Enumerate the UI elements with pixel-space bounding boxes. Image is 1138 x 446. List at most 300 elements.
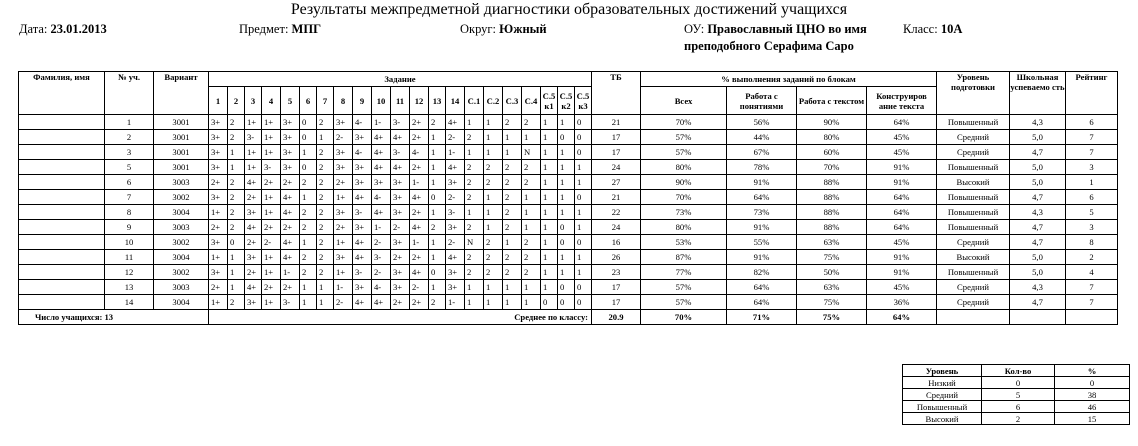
task-score-cell: 2 xyxy=(522,235,541,250)
tb-cell: 17 xyxy=(592,280,641,295)
tb-cell: 24 xyxy=(592,160,641,175)
task-header: 10 xyxy=(372,87,391,115)
block-header: Работа с текстом xyxy=(797,87,867,115)
task-score-cell: 2+ xyxy=(245,235,262,250)
task-score-cell: 1 xyxy=(465,145,484,160)
task-score-cell: 4+ xyxy=(372,130,391,145)
stats-level-cell: Повышенный xyxy=(903,401,982,413)
task-score-cell: 1- xyxy=(446,145,465,160)
task-score-cell: 2 xyxy=(300,175,317,190)
task-score-cell: 4+ xyxy=(353,235,372,250)
task-score-cell: 3+ xyxy=(446,220,465,235)
task-score-cell: 4+ xyxy=(446,160,465,175)
col-tasks: Задание xyxy=(209,72,592,87)
task-score-cell: 0 xyxy=(575,295,592,310)
student-num-cell: 5 xyxy=(105,160,154,175)
task-score-cell: 2 xyxy=(317,175,334,190)
task-score-cell: 1+ xyxy=(334,265,353,280)
task-score-cell: 2 xyxy=(317,160,334,175)
task-score-cell: 1 xyxy=(465,115,484,130)
task-score-cell: 4+ xyxy=(372,160,391,175)
task-score-cell: 1- xyxy=(334,280,353,295)
stats-count-cell: 6 xyxy=(982,401,1055,413)
block-all-cell: 80% xyxy=(641,160,727,175)
task-score-cell: 0 xyxy=(558,130,575,145)
grade-cell: 5,0 xyxy=(1010,130,1066,145)
task-score-cell: 3+ xyxy=(281,160,300,175)
tb-cell: 26 xyxy=(592,250,641,265)
task-score-cell: 2 xyxy=(228,130,245,145)
block-construct-cell: 64% xyxy=(867,205,937,220)
tb-cell: 17 xyxy=(592,145,641,160)
col-grade: Школьная успеваемо сть xyxy=(1010,72,1066,115)
task-score-cell: 2 xyxy=(300,205,317,220)
block-construct-cell: 91% xyxy=(867,160,937,175)
task-score-cell: 1 xyxy=(541,220,558,235)
task-header: 13 xyxy=(429,87,446,115)
task-score-cell: 3+ xyxy=(209,265,228,280)
task-score-cell: 2- xyxy=(446,235,465,250)
task-score-cell: 1+ xyxy=(262,250,281,265)
block-header: Работа с понятиями xyxy=(727,87,797,115)
task-score-cell: 2 xyxy=(300,220,317,235)
grade-cell: 4,3 xyxy=(1010,205,1066,220)
task-score-cell: 2+ xyxy=(334,175,353,190)
task-score-cell: 1 xyxy=(429,145,446,160)
task-score-cell: 2+ xyxy=(281,280,300,295)
task-score-cell: 1 xyxy=(484,295,503,310)
rating-cell: 1 xyxy=(1066,175,1118,190)
col-rating: Рейтинг xyxy=(1066,72,1118,115)
block-concepts-cell: 67% xyxy=(727,145,797,160)
tb-cell: 24 xyxy=(592,220,641,235)
task-score-cell: 2 xyxy=(228,205,245,220)
task-score-cell: 4+ xyxy=(391,160,410,175)
task-score-cell: 2+ xyxy=(262,280,281,295)
student-num-cell: 9 xyxy=(105,220,154,235)
district-field: Округ: Южный xyxy=(460,22,547,36)
task-score-cell: 3- xyxy=(391,115,410,130)
task-score-cell: 2 xyxy=(300,250,317,265)
rating-cell: 5 xyxy=(1066,205,1118,220)
stats-pct-cell: 38 xyxy=(1055,389,1130,401)
task-score-cell: 1 xyxy=(575,205,592,220)
grade-cell: 5,0 xyxy=(1010,250,1066,265)
avg-text: 75% xyxy=(797,310,867,325)
variant-cell: 3003 xyxy=(154,280,209,295)
grade-cell: 4,7 xyxy=(1010,190,1066,205)
student-num-cell: 14 xyxy=(105,295,154,310)
student-num-cell: 6 xyxy=(105,175,154,190)
results-table xyxy=(18,71,1118,325)
task-score-cell: 1- xyxy=(410,175,429,190)
task-score-cell: 4+ xyxy=(353,250,372,265)
task-header: С.2 xyxy=(484,87,503,115)
block-construct-cell: 91% xyxy=(867,265,937,280)
task-header: 4 xyxy=(262,87,281,115)
table-row xyxy=(19,115,1118,130)
task-score-cell: 2+ xyxy=(262,175,281,190)
task-header: С.5 к2 xyxy=(558,87,575,115)
task-score-cell: 2+ xyxy=(245,190,262,205)
task-score-cell: 1- xyxy=(372,220,391,235)
task-score-cell: 1 xyxy=(503,280,522,295)
task-score-cell: 2 xyxy=(465,265,484,280)
task-score-cell: 1 xyxy=(522,280,541,295)
stats-pct-cell: 46 xyxy=(1055,401,1130,413)
task-score-cell: 2 xyxy=(429,295,446,310)
grade-cell: 4,3 xyxy=(1010,280,1066,295)
task-score-cell: 2 xyxy=(484,265,503,280)
task-score-cell: 4- xyxy=(410,145,429,160)
block-all-cell: 57% xyxy=(641,295,727,310)
task-header: С.4 xyxy=(522,87,541,115)
task-score-cell: 2- xyxy=(446,190,465,205)
stats-row xyxy=(903,377,1130,389)
task-score-cell: 2+ xyxy=(391,250,410,265)
task-header: 3 xyxy=(245,87,262,115)
task-score-cell: 1 xyxy=(429,280,446,295)
grade-cell: 4,7 xyxy=(1010,220,1066,235)
rating-cell: 7 xyxy=(1066,145,1118,160)
task-score-cell: 3+ xyxy=(209,235,228,250)
block-construct-cell: 45% xyxy=(867,280,937,295)
task-score-cell: 0 xyxy=(575,130,592,145)
task-score-cell: 3+ xyxy=(353,175,372,190)
level-cell: Средний xyxy=(937,295,1010,310)
block-all-cell: 80% xyxy=(641,220,727,235)
task-score-cell: 3+ xyxy=(446,175,465,190)
task-score-cell: 1 xyxy=(541,265,558,280)
task-score-cell: 2 xyxy=(503,175,522,190)
table-row xyxy=(19,250,1118,265)
task-score-cell: 3+ xyxy=(281,130,300,145)
task-score-cell: 1- xyxy=(281,265,300,280)
class-average-label: Среднее по классу: xyxy=(209,310,592,325)
task-score-cell: 3+ xyxy=(353,130,372,145)
summary-row xyxy=(19,310,1118,325)
block-concepts-cell: 91% xyxy=(727,220,797,235)
col-tb: ТБ xyxy=(592,72,641,115)
block-all-cell: 90% xyxy=(641,175,727,190)
student-name-cell xyxy=(19,115,105,130)
task-score-cell: 1 xyxy=(558,190,575,205)
task-score-cell: 4+ xyxy=(281,250,300,265)
task-score-cell: 0 xyxy=(575,235,592,250)
level-cell: Повышенный xyxy=(937,265,1010,280)
date-field: Дата: 23.01.2013 xyxy=(19,22,107,36)
task-score-cell: 1 xyxy=(541,250,558,265)
block-all-cell: 77% xyxy=(641,265,727,280)
stats-level-cell: Высокий xyxy=(903,413,982,425)
task-score-cell: 4+ xyxy=(410,190,429,205)
rating-cell: 7 xyxy=(1066,280,1118,295)
task-score-cell: 2+ xyxy=(209,280,228,295)
block-text-cell: 63% xyxy=(797,280,867,295)
rating-cell: 4 xyxy=(1066,265,1118,280)
task-score-cell: 2 xyxy=(317,115,334,130)
block-text-cell: 75% xyxy=(797,250,867,265)
task-score-cell: 1+ xyxy=(245,160,262,175)
block-all-cell: 57% xyxy=(641,280,727,295)
task-score-cell: 1 xyxy=(484,115,503,130)
task-score-cell: 0 xyxy=(558,220,575,235)
task-score-cell: 1+ xyxy=(209,295,228,310)
task-score-cell: 4+ xyxy=(245,220,262,235)
student-name-cell xyxy=(19,145,105,160)
task-header: 6 xyxy=(300,87,317,115)
level-cell: Повышенный xyxy=(937,190,1010,205)
task-score-cell: 1 xyxy=(465,295,484,310)
empty-cell xyxy=(1066,310,1118,325)
rating-cell: 2 xyxy=(1066,250,1118,265)
task-score-cell: N xyxy=(522,145,541,160)
task-score-cell: 0 xyxy=(429,190,446,205)
task-score-cell: 1 xyxy=(541,280,558,295)
avg-construct: 64% xyxy=(867,310,937,325)
stats-count-cell: 2 xyxy=(982,413,1055,425)
task-score-cell: 2 xyxy=(503,115,522,130)
subject-field: Предмет: МПГ xyxy=(239,22,322,36)
stats-col-count: Кол-во xyxy=(982,365,1055,377)
tb-cell: 27 xyxy=(592,175,641,190)
task-score-cell: 3+ xyxy=(209,145,228,160)
level-stats-table xyxy=(902,364,1130,425)
task-score-cell: 2 xyxy=(465,160,484,175)
level-cell: Средний xyxy=(937,235,1010,250)
stats-level-cell: Средний xyxy=(903,389,982,401)
task-score-cell: 1 xyxy=(429,250,446,265)
task-score-cell: 4+ xyxy=(391,130,410,145)
task-score-cell: 3- xyxy=(281,295,300,310)
grade-cell: 4,7 xyxy=(1010,235,1066,250)
task-score-cell: 1 xyxy=(429,130,446,145)
task-score-cell: 2+ xyxy=(334,220,353,235)
block-concepts-cell: 56% xyxy=(727,115,797,130)
task-score-cell: 2 xyxy=(317,205,334,220)
block-all-cell: 70% xyxy=(641,190,727,205)
student-name-cell xyxy=(19,205,105,220)
task-score-cell: 1 xyxy=(429,175,446,190)
task-score-cell: 2+ xyxy=(209,220,228,235)
block-text-cell: 88% xyxy=(797,175,867,190)
task-score-cell: 2 xyxy=(317,235,334,250)
task-score-cell: 1 xyxy=(484,145,503,160)
task-score-cell: 1 xyxy=(484,205,503,220)
task-score-cell: 4+ xyxy=(372,205,391,220)
block-text-cell: 75% xyxy=(797,295,867,310)
student-num-cell: 7 xyxy=(105,190,154,205)
task-score-cell: 0 xyxy=(429,265,446,280)
task-score-cell: 4+ xyxy=(245,175,262,190)
block-text-cell: 88% xyxy=(797,190,867,205)
task-score-cell: 2 xyxy=(503,160,522,175)
task-score-cell: 1 xyxy=(558,145,575,160)
task-score-cell: 1 xyxy=(503,145,522,160)
task-score-cell: 1 xyxy=(465,280,484,295)
task-score-cell: 2+ xyxy=(281,220,300,235)
task-score-cell: 1 xyxy=(228,250,245,265)
task-score-cell: 0 xyxy=(300,115,317,130)
student-name-cell xyxy=(19,160,105,175)
block-construct-cell: 64% xyxy=(867,220,937,235)
block-construct-cell: 45% xyxy=(867,130,937,145)
task-score-cell: 2 xyxy=(228,220,245,235)
task-header: 5 xyxy=(281,87,300,115)
rating-cell: 8 xyxy=(1066,235,1118,250)
tb-cell: 17 xyxy=(592,130,641,145)
task-score-cell: 1 xyxy=(558,160,575,175)
rating-cell: 3 xyxy=(1066,160,1118,175)
task-score-cell: 3+ xyxy=(245,205,262,220)
task-score-cell: 1+ xyxy=(262,265,281,280)
task-score-cell: 1 xyxy=(558,175,575,190)
task-score-cell: 4+ xyxy=(372,145,391,160)
task-score-cell: 3+ xyxy=(334,205,353,220)
block-construct-cell: 64% xyxy=(867,115,937,130)
tb-cell: 17 xyxy=(592,295,641,310)
task-score-cell: 2- xyxy=(391,220,410,235)
task-score-cell: 4+ xyxy=(410,265,429,280)
task-header: С.5 к3 xyxy=(575,87,592,115)
task-score-cell: 1 xyxy=(558,250,575,265)
task-score-cell: 0 xyxy=(575,190,592,205)
block-concepts-cell: 73% xyxy=(727,205,797,220)
task-score-cell: 0 xyxy=(300,160,317,175)
block-construct-cell: 64% xyxy=(867,190,937,205)
block-construct-cell: 91% xyxy=(867,250,937,265)
task-score-cell: 4+ xyxy=(446,250,465,265)
table-row xyxy=(19,220,1118,235)
task-score-cell: 1 xyxy=(317,280,334,295)
task-score-cell: 2- xyxy=(334,130,353,145)
block-all-cell: 73% xyxy=(641,205,727,220)
task-score-cell: 2- xyxy=(372,265,391,280)
block-text-cell: 88% xyxy=(797,220,867,235)
task-score-cell: 2+ xyxy=(281,175,300,190)
task-score-cell: 3+ xyxy=(209,190,228,205)
rating-cell: 7 xyxy=(1066,130,1118,145)
task-score-cell: 1+ xyxy=(262,190,281,205)
task-score-cell: 1 xyxy=(300,295,317,310)
student-name-cell xyxy=(19,235,105,250)
task-score-cell: 1 xyxy=(503,130,522,145)
task-score-cell: N xyxy=(465,235,484,250)
avg-concepts: 71% xyxy=(727,310,797,325)
task-score-cell: 0 xyxy=(228,235,245,250)
tb-cell: 16 xyxy=(592,235,641,250)
task-score-cell: 3+ xyxy=(209,130,228,145)
task-score-cell: 1+ xyxy=(209,250,228,265)
task-score-cell: 1- xyxy=(410,235,429,250)
block-header: Конструиров ание текста xyxy=(867,87,937,115)
task-score-cell: 3+ xyxy=(353,280,372,295)
variant-cell: 3004 xyxy=(154,205,209,220)
student-name-cell xyxy=(19,175,105,190)
table-row xyxy=(19,175,1118,190)
task-score-cell: 3+ xyxy=(334,115,353,130)
student-num-cell: 10 xyxy=(105,235,154,250)
task-score-cell: 2+ xyxy=(262,220,281,235)
task-score-cell: 2 xyxy=(317,145,334,160)
task-score-cell: 3- xyxy=(353,205,372,220)
task-score-cell: 1 xyxy=(522,190,541,205)
task-score-cell: 2 xyxy=(503,220,522,235)
task-score-cell: 1 xyxy=(541,205,558,220)
task-score-cell: 2 xyxy=(429,115,446,130)
task-score-cell: 2 xyxy=(465,175,484,190)
block-construct-cell: 36% xyxy=(867,295,937,310)
task-score-cell: 2 xyxy=(522,250,541,265)
col-num: № уч. xyxy=(105,72,154,115)
task-score-cell: 2 xyxy=(503,190,522,205)
task-score-cell: 2 xyxy=(300,265,317,280)
task-score-cell: 1 xyxy=(541,235,558,250)
task-score-cell: 2+ xyxy=(410,295,429,310)
task-score-cell: 1 xyxy=(300,280,317,295)
student-num-cell: 11 xyxy=(105,250,154,265)
block-text-cell: 88% xyxy=(797,205,867,220)
task-score-cell: 3+ xyxy=(391,235,410,250)
task-score-cell: 2+ xyxy=(245,265,262,280)
task-score-cell: 1 xyxy=(429,205,446,220)
table-row xyxy=(19,265,1118,280)
task-score-cell: 1 xyxy=(465,205,484,220)
task-score-cell: 3+ xyxy=(245,295,262,310)
task-score-cell: 3+ xyxy=(281,115,300,130)
grade-cell: 5,0 xyxy=(1010,265,1066,280)
task-score-cell: 1 xyxy=(300,145,317,160)
block-text-cell: 90% xyxy=(797,115,867,130)
task-score-cell: 1 xyxy=(300,190,317,205)
task-score-cell: 1 xyxy=(522,295,541,310)
stats-pct-cell: 15 xyxy=(1055,413,1130,425)
task-score-cell: 4- xyxy=(353,115,372,130)
task-score-cell: 1 xyxy=(429,235,446,250)
task-score-cell: 3+ xyxy=(353,220,372,235)
task-score-cell: 1 xyxy=(317,295,334,310)
task-score-cell: 3+ xyxy=(245,250,262,265)
student-count: Число учащихся: 13 xyxy=(19,310,209,325)
task-score-cell: 1 xyxy=(228,145,245,160)
task-header: С.3 xyxy=(503,87,522,115)
school-field-line2: преподобного Серафима Саро xyxy=(684,39,854,53)
task-score-cell: 2 xyxy=(522,115,541,130)
task-score-cell: 0 xyxy=(541,295,558,310)
task-score-cell: 3- xyxy=(372,250,391,265)
stats-col-pct: % xyxy=(1055,365,1130,377)
task-score-cell: 2 xyxy=(317,220,334,235)
task-score-cell: 2- xyxy=(410,280,429,295)
task-score-cell: 1+ xyxy=(262,130,281,145)
block-construct-cell: 45% xyxy=(867,145,937,160)
task-score-cell: 1 xyxy=(429,160,446,175)
avg-all: 70% xyxy=(641,310,727,325)
task-score-cell: 2 xyxy=(522,175,541,190)
task-score-cell: 2- xyxy=(334,295,353,310)
task-score-cell: 1+ xyxy=(245,115,262,130)
task-header: 11 xyxy=(391,87,410,115)
task-score-cell: 2+ xyxy=(209,175,228,190)
task-score-cell: 2 xyxy=(484,235,503,250)
col-variant: Вариант xyxy=(154,72,209,115)
task-score-cell: 1 xyxy=(541,145,558,160)
stats-col-level: Уровень xyxy=(903,365,982,377)
tb-cell: 22 xyxy=(592,205,641,220)
task-score-cell: 2+ xyxy=(410,130,429,145)
task-score-cell: 1 xyxy=(484,130,503,145)
task-score-cell: 4+ xyxy=(281,190,300,205)
